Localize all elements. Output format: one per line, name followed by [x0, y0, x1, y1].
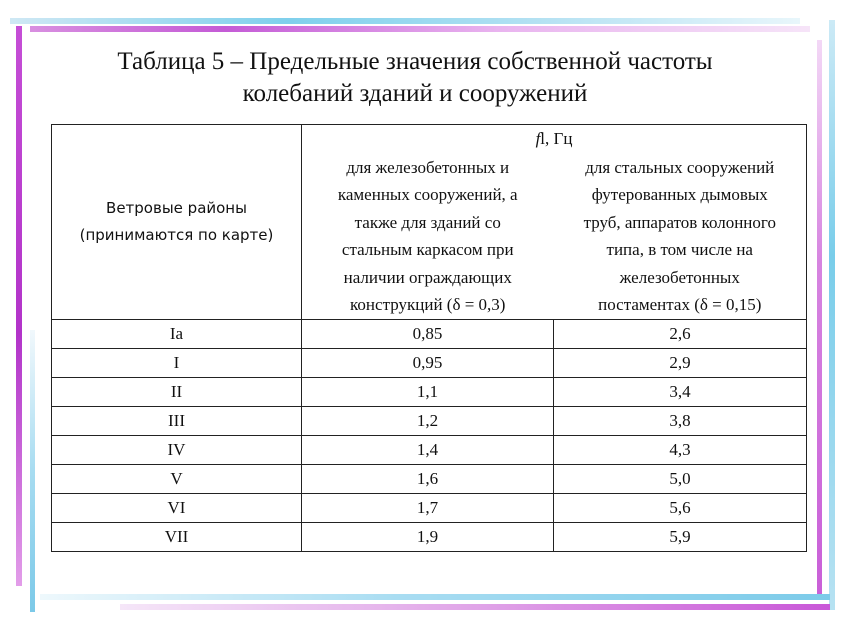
- header-steel-structures: [554, 153, 807, 320]
- frame-bar-right: [829, 20, 835, 610]
- header-steel-line: для стальных сооружений: [585, 157, 775, 177]
- steel-frequency-cell: 3,4: [554, 378, 807, 407]
- title-line-1: Таблица 5 – Предельные значения собственной частоты: [117, 48, 713, 75]
- title-line-2: колебаний зданий и сооружений: [242, 80, 588, 107]
- table-row: [52, 349, 807, 378]
- table-row: [52, 494, 807, 523]
- wind-region-cell: VII: [52, 523, 302, 552]
- steel-frequency-cell: 2,6: [554, 320, 807, 349]
- wind-region-cell: II: [52, 378, 302, 407]
- header-frequency-rest: l, Гц: [540, 129, 573, 148]
- header-wind-regions: [52, 125, 302, 320]
- steel-frequency-cell: 4,3: [554, 436, 807, 465]
- concrete-frequency-cell: 1,9: [302, 523, 554, 552]
- header-frequency-symbol: f: [535, 129, 541, 148]
- table-row: [52, 465, 807, 494]
- wind-region-cell: I: [52, 349, 302, 378]
- header-concrete-structures: [302, 153, 554, 320]
- wind-region-cell: Ia: [52, 320, 302, 349]
- table-row: [52, 407, 807, 436]
- page-title: [40, 46, 790, 110]
- table-row: [52, 378, 807, 407]
- header-steel-line: футерованных дымовых: [591, 185, 768, 204]
- wind-region-cell: IV: [52, 436, 302, 465]
- header-concrete-line: для железобетонных и: [346, 157, 510, 177]
- header-concrete-line: конструкций (δ = 0,3): [350, 295, 506, 314]
- concrete-frequency-cell: 1,7: [302, 494, 554, 523]
- header-concrete-line: стальным каркасом при: [341, 240, 514, 259]
- steel-frequency-cell: 3,8: [554, 407, 807, 436]
- frame-bar-left-accent: [30, 330, 35, 612]
- header-concrete-line: также для зданий со: [354, 212, 501, 232]
- table-row: [52, 436, 807, 465]
- concrete-frequency-cell: 1,1: [302, 378, 554, 407]
- frame-bar-bottom: [40, 594, 830, 600]
- steel-frequency-cell: 5,9: [554, 523, 807, 552]
- wind-region-cell: III: [52, 407, 302, 436]
- steel-frequency-cell: 5,0: [554, 465, 807, 494]
- concrete-frequency-cell: 1,6: [302, 465, 554, 494]
- frame-bar-right-accent: [817, 40, 822, 600]
- header-concrete-line: каменных сооружений, а: [337, 185, 518, 204]
- wind-region-cell: V: [52, 465, 302, 494]
- header-frequency: [302, 125, 807, 154]
- concrete-frequency-cell: 1,2: [302, 407, 554, 436]
- wind-region-cell: VI: [52, 494, 302, 523]
- header-wind-regions-line-2: (принимаются по карте): [79, 226, 274, 244]
- frame-bar-bottom-accent: [120, 604, 830, 610]
- steel-frequency-cell: 5,6: [554, 494, 807, 523]
- concrete-frequency-cell: 0,95: [302, 349, 554, 378]
- header-steel-line: постаментах (δ = 0,15): [598, 295, 762, 314]
- concrete-frequency-cell: 0,85: [302, 320, 554, 349]
- header-concrete-line: наличии ограждающих: [343, 267, 512, 287]
- table-row: [52, 320, 807, 349]
- header-steel-line: типа, в том числе на: [606, 240, 753, 259]
- frequency-table: [51, 124, 807, 552]
- header-steel-line: труб, аппаратов колонного: [583, 212, 776, 232]
- frame-bar-top: [10, 18, 800, 24]
- header-wind-regions-line-1: Ветровые районы: [106, 199, 247, 217]
- steel-frequency-cell: 2,9: [554, 349, 807, 378]
- table-row: [52, 523, 807, 552]
- concrete-frequency-cell: 1,4: [302, 436, 554, 465]
- frame-bar-top-accent: [30, 26, 810, 32]
- frame-bar-left: [16, 26, 22, 586]
- header-steel-line: железобетонных: [619, 267, 740, 287]
